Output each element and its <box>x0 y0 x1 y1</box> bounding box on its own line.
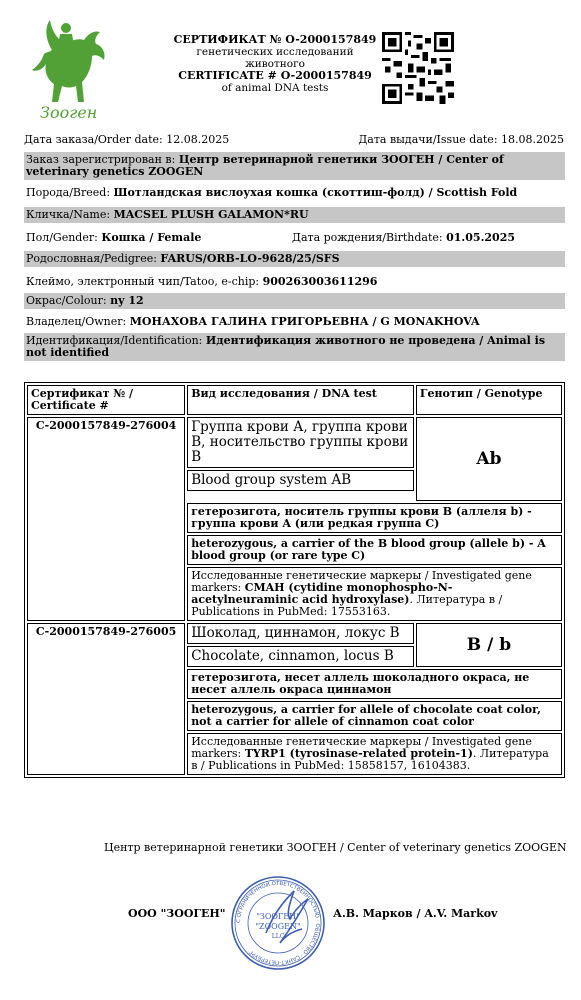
breed-label: Порода/Breed: <box>26 186 114 199</box>
ru-subtitle-1: генетических исследований <box>196 46 354 58</box>
gene-markers <box>187 733 562 775</box>
owner-value: МОНАХОВА ГАЛИНА ГРИГОРЬЕВНА / G MONAKHOVA <box>129 315 480 328</box>
table-row <box>27 417 562 501</box>
name-value: MACSEL PLUSH GALAMON*RU <box>113 208 309 221</box>
registered-row <box>24 152 565 180</box>
stamp-name-en: "ZOOGEN" <box>255 922 301 931</box>
identification-row <box>24 333 565 361</box>
result-ru: гетерозигота, носитель группы крови B (аллеля b) - группа крови A (или редкая группа C) <box>187 503 562 533</box>
registered-value: Центр ветеринарной генетики ЗООГЕН / Center of veterinary genetics ZOOGEN <box>26 153 504 178</box>
pedigree-label: Родословная/Pedigree: <box>26 252 161 265</box>
ru-title: СЕРТИФИКАТ № O-2000157849 <box>173 33 377 46</box>
logo-text: Зооген <box>40 103 98 122</box>
breed-value: Шотландская вислоухая кошка (скоттиш-фолд) / Scottish Fold <box>113 186 518 199</box>
registered-label: Заказ зарегистрирован в: <box>26 153 179 166</box>
colour-row <box>24 293 565 309</box>
pedigree-value: FARUS/ORB-LO-9628/25/SFS <box>160 252 340 265</box>
gender-value: Кошка / Female <box>101 231 202 244</box>
test-name-cell <box>187 417 414 501</box>
footer-signer: А.В. Марков / A.V. Markov <box>333 907 498 920</box>
qr-code <box>382 32 454 104</box>
colour-label: Окрас/Colour: <box>26 294 111 307</box>
colour-value: ny 12 <box>110 294 144 307</box>
name-row <box>24 207 565 223</box>
genotype-value: Ab <box>416 417 562 501</box>
chip-row <box>24 274 565 290</box>
birth-value: 01.05.2025 <box>446 231 516 244</box>
header-certificate: Сертификат № / Certificate # <box>27 385 185 415</box>
markers-publications: . Литература в / Publications in PubMed: 15858157, 16104383. <box>191 747 549 772</box>
birth-label: Дата рождения/Birthdate: <box>292 231 447 244</box>
markers-gene: TYRP1 (tyrosinase-related protein-1) <box>244 747 473 760</box>
breed-row <box>24 185 565 201</box>
en-subtitle: of animal DNA tests <box>221 82 329 94</box>
stamp-name-ru: "ЗООГЕН" <box>256 912 300 921</box>
gender-row <box>24 230 565 246</box>
header-dna-test: Вид исследования / DNA test <box>187 385 414 415</box>
gender-label: Пол/Gender: <box>26 231 102 244</box>
result-en: heterozygous, a carrier for allele of chocolate coat color, not a carrier for allele of cinnamon coat color <box>187 701 562 731</box>
footer-center-name: Центр ветеринарной генетики ЗООГЕН / Center of veterinary genetics ZOOGEN <box>104 841 567 854</box>
header-genotype: Генотип / Genotype <box>416 385 562 415</box>
result-ru: гетерозигота, несет аллель шоколадного окраса, не несет аллель окраса циннамон <box>187 669 562 699</box>
order-date: Дата заказа/Order date: 12.08.2025 <box>24 133 230 146</box>
chip-value: 900263003611296 <box>262 275 378 288</box>
owner-row <box>24 314 565 330</box>
ru-subtitle-2: животного <box>245 58 305 70</box>
result-en: heterozygous, a carrier of the B blood group (allele b) - A blood group (or rare type C) <box>187 535 562 565</box>
table-header-row <box>27 385 562 415</box>
en-title: CERTIFICATE # O-2000157849 <box>178 69 372 82</box>
certificate-header <box>160 34 390 94</box>
ident-value: Идентификация животного не проведена / Animal is not identified <box>26 334 546 359</box>
footer-organization: ООО "ЗООГЕН" <box>128 907 226 920</box>
owner-label: Владелец/Owner: <box>26 315 130 328</box>
markers-gene: CMAH (cytidine monophospho-N-acetylneuraminic acid hydroxylase) <box>191 581 453 606</box>
pedigree-row <box>24 251 565 267</box>
test-name-en: Blood group system AB <box>187 470 414 491</box>
name-label: Кличка/Name: <box>26 208 114 221</box>
gene-markers <box>187 567 562 621</box>
birthdate <box>292 232 515 244</box>
genotype-value: B / b <box>416 623 562 667</box>
certificate-number: C-2000157849-276005 <box>27 623 185 775</box>
results-table <box>24 382 565 778</box>
test-name-ru: Шоколад, циннамон, локус B <box>187 623 414 644</box>
markers-prefix: Исследованные генетические маркеры / Investigated gene markers: <box>191 735 532 760</box>
test-name-en: Chocolate, cinnamon, locus B <box>187 646 414 667</box>
ident-label: Идентификация/Identification: <box>26 334 206 347</box>
stamp-ring-text: С ОГРАНИЧЕННОЙ ОТВЕТСТВЕННОСТЬЮ · ОБЩЕСТВО · САНКТ-ПЕТЕРБУРГ <box>235 880 321 966</box>
chip-label: Клеймо, электронный чип/Tatoo, e-chip: <box>26 275 263 288</box>
company-stamp <box>228 873 328 973</box>
table-row <box>27 623 562 667</box>
certificate-number: C-2000157849-276004 <box>27 417 185 621</box>
markers-prefix: Исследованные генетические маркеры / Investigated gene markers: <box>191 569 532 594</box>
test-name-ru: Группа крови А, группа крови В, носительство группы крови В <box>187 417 414 468</box>
issue-date: Дата выдачи/Issue date: 18.08.2025 <box>358 133 564 146</box>
test-name-cell <box>187 623 414 667</box>
stamp-llc: LLC <box>271 933 285 940</box>
zoogen-logo <box>22 10 114 126</box>
markers-publications: . Литература в / Publications in PubMed: 17553163. <box>191 593 503 618</box>
